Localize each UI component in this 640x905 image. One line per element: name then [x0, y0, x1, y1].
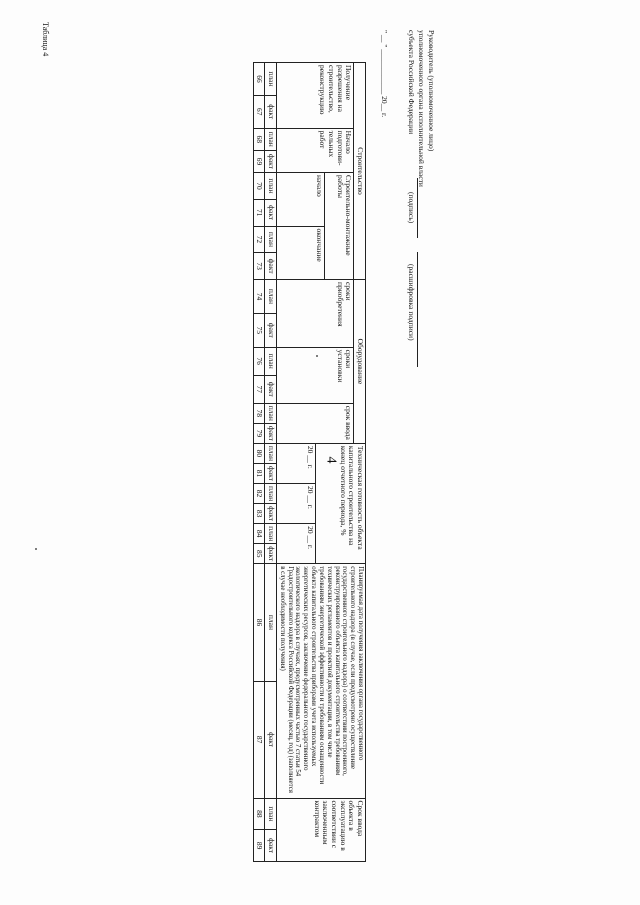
fact-label: факт	[265, 253, 277, 280]
plan-label: план	[265, 483, 277, 503]
plan-label: план	[265, 173, 277, 200]
signature-line	[417, 178, 418, 238]
hdr-prep-start: Начало подготови-тельных работ	[277, 128, 354, 172]
column-number: 66	[253, 63, 265, 96]
fact-label: факт	[265, 199, 277, 226]
column-number: 84	[253, 524, 265, 544]
sig-line3: субъекта Российской Федерации	[407, 30, 417, 135]
sig-line2: уполномоченного органа исполнительной власти	[417, 30, 427, 187]
hdr-install: сроки установки	[277, 347, 354, 403]
sign-caption: (подпись)	[407, 192, 416, 224]
plan-label: план	[265, 564, 277, 681]
name-caption: (расшифровка подписи)	[407, 264, 416, 341]
name-line	[417, 252, 418, 367]
fact-label: факт	[265, 423, 277, 443]
fact-label: факт	[265, 463, 277, 483]
column-number: 73	[253, 253, 265, 280]
fact-label: факт	[265, 375, 277, 403]
plan-label: план	[265, 403, 277, 423]
plan-label: план	[265, 63, 277, 96]
column-number: 77	[253, 375, 265, 403]
plan-label: план	[265, 128, 277, 150]
column-number: 68	[253, 128, 265, 150]
plan-label: план	[265, 524, 277, 544]
hdr-year3: 20 __ г.	[277, 524, 316, 564]
column-number: 89	[253, 830, 265, 862]
column-number: 83	[253, 504, 265, 524]
plan-label: план	[265, 443, 277, 463]
hdr-cmw: Строительно-монтажные работы	[325, 173, 354, 280]
column-number: 69	[253, 150, 265, 172]
hdr-permit: Получение разрешения на строительство, реконструкцию	[277, 63, 354, 129]
hdr-start: начало	[277, 173, 325, 226]
hdr-readiness: Техническая готовность объекта капитального строительства на конец отчетного периода, %	[316, 443, 366, 563]
column-number: 80	[253, 443, 265, 463]
hdr-commission: срок ввода	[277, 403, 354, 443]
column-number: 79	[253, 423, 265, 443]
hdr-year2: 20 __ г.	[277, 483, 316, 523]
plan-label: план	[265, 347, 277, 375]
fact-label: факт	[265, 830, 277, 862]
data-table	[253, 62, 366, 862]
fact-label: факт	[265, 681, 277, 798]
column-number: 81	[253, 463, 265, 483]
signature-block	[379, 30, 436, 187]
column-number-row	[253, 63, 265, 862]
column-number: 76	[253, 347, 265, 375]
column-number: 71	[253, 199, 265, 226]
fact-label: факт	[265, 313, 277, 347]
column-number: 87	[253, 681, 265, 798]
table-label: Таблица 4	[41, 22, 50, 57]
column-number: 70	[253, 173, 265, 200]
page-number: 4	[323, 456, 339, 464]
plan-fact-row	[265, 63, 277, 862]
column-number: 88	[253, 798, 265, 830]
column-number: 74	[253, 280, 265, 314]
column-number: 85	[253, 544, 265, 564]
column-number: 72	[253, 226, 265, 253]
column-number: 78	[253, 403, 265, 423]
column-number: 82	[253, 483, 265, 503]
plan-label: план	[265, 280, 277, 314]
hdr-conclusion: Планируемая дата получения заключения органа государственного строительного надзора (в случае, если предусмотрено осуществление государственного строительного надзора) о соответствии построенного, реконструированного объекта капитального строительства требованиям технических регламентов и проектной документации, в том числе требованиям энергетической эффективности и требованиям оснащенности объекта капитального строительства приборами учета используемых энергетических ресурсов, заключение федерального государственного экологического надзора в случаях, предусмотренных частью 7 статьи 54 Градостроительного кодекса Российской Федерации (месяц, год) (заполняется в случае необходимости получения)	[277, 564, 366, 798]
hdr-purchase: сроки приобретения	[277, 280, 354, 348]
plan-label: план	[265, 798, 277, 830]
column-number: 67	[253, 95, 265, 128]
sig-date: " __ " ____________ 20__ г.	[379, 30, 389, 118]
hdr-end: окончание	[277, 226, 325, 279]
column-number: 86	[253, 564, 265, 681]
fact-label: факт	[265, 504, 277, 524]
column-number: 75	[253, 313, 265, 347]
hdr-equipment: Оборудование	[354, 280, 366, 444]
fact-label: факт	[265, 95, 277, 128]
fact-label: факт	[265, 544, 277, 564]
hdr-construction: Строительство	[354, 63, 366, 280]
sig-line1: Руководитель (уполномоченное лицо)	[427, 30, 436, 152]
hdr-year1: 20 __ г.	[277, 443, 316, 483]
fact-label: факт	[265, 150, 277, 172]
plan-label: план	[265, 226, 277, 253]
hdr-deadline: Срок ввода объекта в эксплуатацию в соответствии с заключенным контрактом	[277, 798, 366, 861]
